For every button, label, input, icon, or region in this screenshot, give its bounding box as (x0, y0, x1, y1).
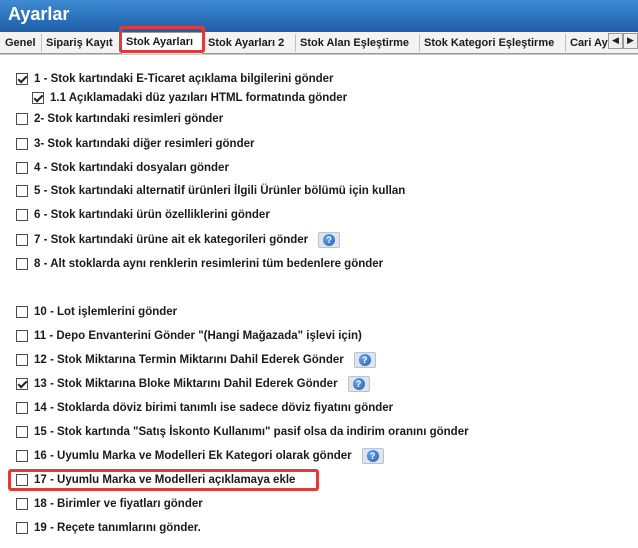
option-label-4: 4 - Stok kartındaki dosyaları gönder (34, 162, 229, 174)
option-row-11[interactable] (16, 328, 362, 344)
tab-siparis-kayit[interactable]: Sipariş Kayıt (42, 34, 120, 52)
help-button-12[interactable] (354, 352, 376, 368)
option-label-5: 5 - Stok kartındaki alternatif ürünleri İlgili Ürünler bölümü için kullan (34, 185, 406, 197)
option-checkbox-4[interactable] (16, 162, 28, 174)
option-checkbox-2[interactable] (16, 113, 28, 125)
help-icon: ? (353, 378, 365, 390)
option-label-11: 11 - Depo Envanterini Gönder "(Hangi Mağazada" işlevi için) (34, 330, 362, 342)
option-checkbox-14[interactable] (16, 402, 28, 414)
tab-cari-ayarlari[interactable]: Cari Ay (570, 37, 608, 49)
option-label-12: 12 - Stok Miktarına Termin Miktarını Dahil Ederek Gönder (34, 354, 344, 366)
option-label-13: 13 - Stok Miktarına Bloke Miktarını Dahil Ederek Gönder (34, 378, 338, 390)
option-checkbox-11[interactable] (16, 330, 28, 342)
option-checkbox-1[interactable] (16, 73, 28, 85)
option-row-19[interactable] (16, 520, 201, 536)
help-icon: ? (367, 450, 379, 462)
window-title-bar (0, 0, 638, 32)
option-label-1-1: 1.1 Açıklamadaki düz yazıları HTML formatında gönder (50, 92, 348, 104)
option-label-8: 8 - Alt stoklarda aynı renklerin resimlerini tüm bedenlere gönder (34, 258, 384, 270)
option-checkbox-7[interactable] (16, 234, 28, 246)
help-icon: ? (323, 234, 335, 246)
option-label-17: 17 - Uyumlu Marka ve Modelleri açıklamaya ekle (34, 474, 296, 486)
option-row-6[interactable] (16, 207, 270, 223)
tab-bar (0, 32, 638, 54)
tab-stok-alan-eslestirme[interactable]: Stok Alan Eşleştirme (296, 34, 420, 52)
option-label-2: 2- Stok kartındaki resimleri gönder (34, 113, 224, 125)
tab-highlight-box (119, 26, 205, 53)
option-label-19: 19 - Reçete tanımlarını gönder. (34, 522, 201, 534)
option-17-highlight-box (8, 469, 319, 491)
option-checkbox-3[interactable] (16, 138, 28, 150)
help-button-13[interactable] (348, 376, 370, 392)
option-checkbox-16[interactable] (16, 450, 28, 462)
option-checkbox-5[interactable] (16, 185, 28, 197)
option-row-7[interactable] (16, 232, 340, 248)
tab-stok-ayarlari[interactable]: Stok Ayarları (121, 32, 203, 54)
option-label-10: 10 - Lot işlemlerini gönder (34, 306, 178, 318)
help-button-16[interactable] (362, 448, 384, 464)
option-checkbox-10[interactable] (16, 306, 28, 318)
tab-stok-ayarlari-2[interactable]: Stok Ayarları 2 (204, 34, 296, 52)
option-row-12[interactable] (16, 352, 376, 368)
option-checkbox-13[interactable] (16, 378, 28, 390)
option-checkbox-1-1[interactable] (32, 92, 44, 104)
option-row-2[interactable] (16, 111, 223, 127)
option-row-4[interactable] (16, 160, 229, 176)
option-row-1-1[interactable] (32, 90, 347, 106)
option-row-8[interactable] (16, 256, 383, 272)
option-row-16[interactable] (16, 448, 384, 464)
option-row-3[interactable] (16, 136, 254, 152)
option-checkbox-12[interactable] (16, 354, 28, 366)
option-row-5[interactable] (16, 183, 405, 199)
option-row-15[interactable] (16, 424, 469, 440)
option-checkbox-8[interactable] (16, 258, 28, 270)
help-icon: ? (359, 354, 371, 366)
option-checkbox-15[interactable] (16, 426, 28, 438)
option-label-3: 3- Stok kartındaki diğer resimleri gönder (34, 138, 255, 150)
tab-scroll-right-icon[interactable]: ▶ (623, 33, 638, 49)
option-checkbox-6[interactable] (16, 209, 28, 221)
option-label-16: 16 - Uyumlu Marka ve Modelleri Ek Kategori olarak gönder (34, 450, 352, 462)
help-button-7[interactable] (318, 232, 340, 248)
option-row-14[interactable] (16, 400, 393, 416)
option-row-13[interactable] (16, 376, 370, 392)
option-label-7: 7 - Stok kartındaki ürüne ait ek kategorileri gönder (34, 234, 309, 246)
option-label-14: 14 - Stoklarda döviz birimi tanımlı ise sadece döviz fiyatını gönder (34, 402, 394, 414)
option-label-15: 15 - Stok kartında "Satış İskonto Kullanımı" pasif olsa da indirim oranını gönder (34, 426, 469, 438)
option-label-6: 6 - Stok kartındaki ürün özelliklerini gönder (34, 209, 270, 221)
option-checkbox-19[interactable] (16, 522, 28, 534)
option-row-1[interactable] (16, 71, 334, 87)
option-checkbox-18[interactable] (16, 498, 28, 510)
tab-stok-kategori-eslestirme[interactable]: Stok Kategori Eşleştirme (420, 34, 566, 52)
option-row-10[interactable] (16, 304, 177, 320)
option-label-18: 18 - Birimler ve fiyatları gönder (34, 498, 203, 510)
window-title: Ayarlar (8, 4, 70, 24)
option-row-18[interactable] (16, 496, 203, 512)
option-label-1: 1 - Stok kartındaki E-Ticaret açıklama bilgilerini gönder (34, 73, 334, 85)
tab-scroll-left-icon[interactable]: ◀ (608, 33, 623, 49)
tab-genel[interactable]: Genel (1, 34, 42, 52)
